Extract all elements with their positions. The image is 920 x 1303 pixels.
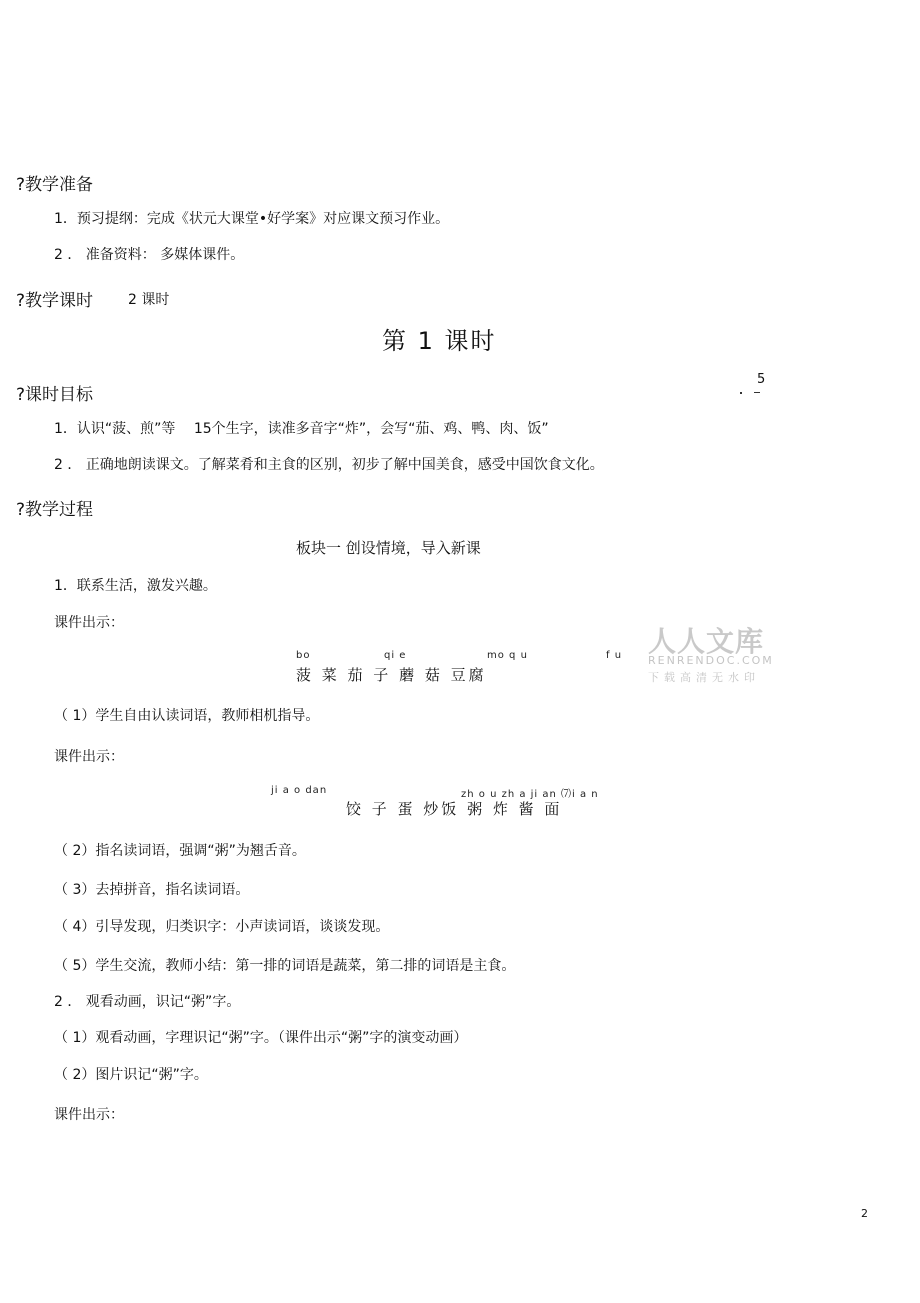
- vocab-vegetables: 菠 菜 茄 子 蘑 菇 豆腐: [296, 666, 487, 684]
- pinyin-fu: f u: [606, 650, 623, 661]
- courseware-label-1: 课件出示：: [54, 615, 124, 631]
- watermark-tagline: 下载高清无水印: [648, 671, 760, 684]
- sub-step-3: （ 3）去掉拼音，指名读词语。: [54, 882, 250, 898]
- step-1: 1．联系生活，激发兴趣。: [54, 578, 217, 594]
- pinyin-qie: qi e: [384, 650, 407, 661]
- pinyin-jiaodan: ji a o dan: [271, 785, 328, 796]
- prep-item-2: 2 ． 准备资料： 多媒体课件。: [54, 247, 245, 263]
- sub-step-1: （ 1）学生自由认读词语，教师相机指导。: [54, 708, 320, 724]
- block1-title: 板块一 创设情境，导入新课: [296, 539, 481, 557]
- sub-step-7: （ 2）图片识记“粥”字。: [54, 1067, 208, 1083]
- prep-item-1: 1．预习提纲：完成《状元大课堂•好学案》对应课文预习作业。: [54, 211, 450, 227]
- corner-mark: 5: [757, 372, 766, 387]
- watermark-logo-text: 人人文库: [648, 625, 765, 658]
- goal-item-2: 2 ． 正确地朗读课文。了解菜肴和主食的区别，初步了解中国美食，感受中国饮食文化。: [54, 457, 604, 473]
- courseware-label-3: 课件出示：: [54, 1107, 124, 1123]
- hours-value: 2 课时: [128, 292, 170, 308]
- sub-step-5: （ 5）学生交流，教师小结：第一排的词语是蔬菜，第二排的词语是主食。: [54, 958, 516, 974]
- goal-item-1: 1．认识“菠、煎”等 15个生字，读准多音字“炸”，会写“茄、鸡、鸭、肉、饭”: [54, 421, 549, 437]
- corner-dots: [740, 390, 762, 394]
- pinyin-moqu: mo q u: [487, 650, 528, 661]
- courseware-label-2: 课件出示：: [54, 749, 124, 765]
- watermark-domain: RENRENDOC.COM: [648, 654, 774, 667]
- pinyin-zhouzhajiang: zh o u zh a ji an ⑺i a n: [461, 789, 599, 800]
- vocab-staples: 饺 子 蛋 炒饭 粥 炸 酱 面: [346, 800, 563, 818]
- section-heading-goals: ?课时目标: [16, 385, 94, 405]
- sub-step-6: （ 1）观看动画，字理识记“粥”字。（课件出示“粥”字的演变动画）: [54, 1030, 468, 1046]
- section-heading-prep: ?教学准备: [16, 175, 94, 195]
- pinyin-bo: bo: [296, 650, 311, 661]
- lesson-title: 第 1 课时: [382, 327, 497, 355]
- sub-step-2: （ 2）指名读词语，强调“粥”为翘舌音。: [54, 843, 306, 859]
- page-number: 2: [861, 1207, 868, 1220]
- section-heading-hours: ?教学课时: [16, 291, 94, 311]
- step-2: 2 ． 观看动画，识记“粥”字。: [54, 994, 241, 1010]
- sub-step-4: （ 4）引导发现，归类识字：小声读词语，谈谈发现。: [54, 919, 390, 935]
- section-heading-process: ?教学过程: [16, 500, 94, 520]
